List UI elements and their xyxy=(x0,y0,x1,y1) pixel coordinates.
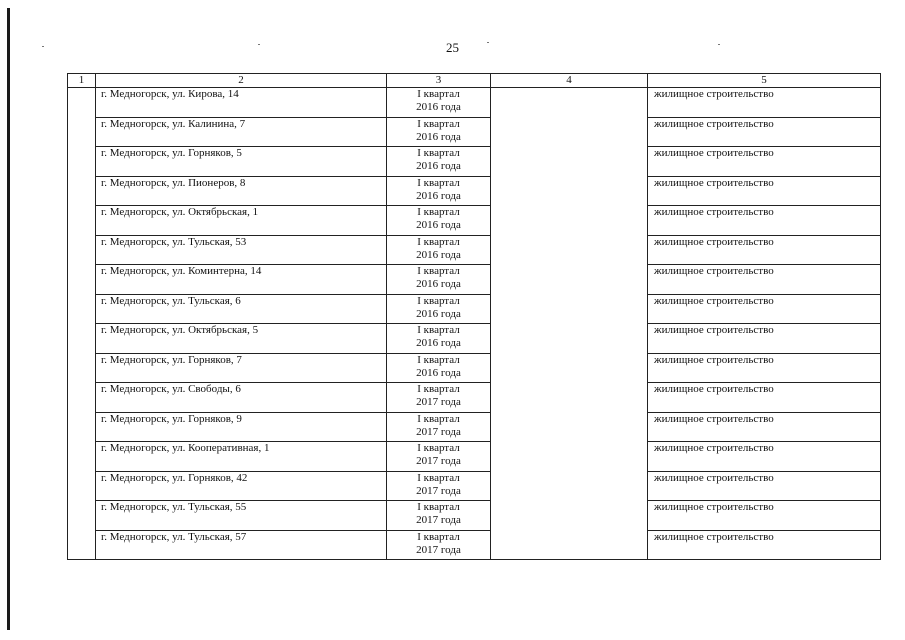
address-text: г. Медногорск, ул. Тульская, 57 xyxy=(101,530,247,543)
deadline-cell xyxy=(387,471,491,501)
address-text: г. Медногорск, ул. Пионеров, 8 xyxy=(101,176,246,189)
empty-cell xyxy=(491,530,648,560)
address-cell xyxy=(96,383,387,413)
empty-cell xyxy=(491,353,648,383)
quarter-text: I квартал xyxy=(417,353,460,366)
purpose-text: жилищное строительство xyxy=(654,265,774,277)
year-text: 2017 года xyxy=(416,396,461,408)
address-cell xyxy=(96,471,387,501)
year-text: 2016 года xyxy=(416,189,461,202)
purpose-cell xyxy=(648,117,881,147)
table-row xyxy=(68,383,881,413)
land-plots-table xyxy=(67,73,881,560)
quarter-text: I квартал xyxy=(417,265,460,277)
table-row xyxy=(68,265,881,295)
purpose-cell xyxy=(648,471,881,501)
quarter-text: I квартал xyxy=(417,235,460,248)
column-header: 3 xyxy=(387,74,491,88)
year-text: 2016 года xyxy=(416,160,461,172)
column-header: 1 xyxy=(68,74,96,88)
row-number-cell xyxy=(68,412,96,442)
purpose-cell xyxy=(648,88,881,118)
row-number-cell xyxy=(68,530,96,560)
address-text: г. Медногорск, ул. Октябрьская, 1 xyxy=(101,206,259,218)
empty-cell xyxy=(491,265,648,295)
address-cell xyxy=(96,206,387,236)
address-cell xyxy=(96,294,387,324)
deadline-cell xyxy=(387,353,491,383)
purpose-cell xyxy=(648,235,881,265)
empty-cell xyxy=(491,117,648,147)
year-text: 2017 года xyxy=(416,425,461,438)
deadline-cell xyxy=(387,265,491,295)
purpose-text: жилищное строительство xyxy=(654,235,774,248)
quarter-text: I квартал xyxy=(417,294,460,307)
year-text: 2016 года xyxy=(416,248,461,261)
quarter-text: I квартал xyxy=(417,383,460,395)
year-text: 2016 года xyxy=(416,366,461,379)
deadline-cell xyxy=(387,294,491,324)
purpose-cell xyxy=(648,147,881,177)
address-cell xyxy=(96,176,387,206)
address-cell xyxy=(96,353,387,383)
address-cell xyxy=(96,501,387,531)
row-number-cell xyxy=(68,442,96,472)
year-text: 2016 года xyxy=(416,101,461,113)
address-text: г. Медногорск, ул. Свободы, 6 xyxy=(101,383,241,395)
deadline-cell xyxy=(387,442,491,472)
address-text: г. Медногорск, ул. Калинина, 7 xyxy=(101,117,246,130)
year-text: 2017 года xyxy=(416,455,461,467)
purpose-cell xyxy=(648,501,881,531)
address-text: г. Медногорск, ул. Коминтерна, 14 xyxy=(101,265,262,277)
quarter-text: I квартал xyxy=(417,530,460,543)
address-cell xyxy=(96,442,387,472)
empty-cell xyxy=(491,324,648,354)
address-text: г. Медногорск, ул. Горняков, 7 xyxy=(101,353,242,366)
purpose-cell xyxy=(648,176,881,206)
purpose-text: жилищное строительство xyxy=(654,383,774,395)
purpose-cell xyxy=(648,412,881,442)
purpose-text: жилищное строительство xyxy=(654,117,774,130)
deadline-cell xyxy=(387,235,491,265)
quarter-text: I квартал xyxy=(417,442,460,454)
row-number-cell xyxy=(68,501,96,531)
deadline-cell xyxy=(387,383,491,413)
column-header: 5 xyxy=(648,74,881,88)
year-text: 2016 года xyxy=(416,337,461,349)
purpose-cell xyxy=(648,383,881,413)
purpose-text: жилищное строительство xyxy=(654,176,774,189)
address-text: г. Медногорск, ул. Кооперативная, 1 xyxy=(101,442,270,454)
empty-cell xyxy=(491,383,648,413)
purpose-text: жилищное строительство xyxy=(654,412,774,425)
quarter-text: I квартал xyxy=(417,206,460,218)
year-text: 2016 года xyxy=(416,278,461,290)
year-text: 2016 года xyxy=(416,130,461,143)
purpose-text: жилищное строительство xyxy=(654,353,774,366)
year-text: 2017 года xyxy=(416,514,461,526)
address-text: г. Медногорск, ул. Октябрьская, 5 xyxy=(101,324,259,336)
deadline-cell xyxy=(387,117,491,147)
row-number-cell xyxy=(68,383,96,413)
purpose-text: жилищное строительство xyxy=(654,206,774,218)
table-row xyxy=(68,471,881,501)
address-text: г. Медногорск, ул. Горняков, 42 xyxy=(101,471,248,484)
deadline-cell xyxy=(387,412,491,442)
deadline-cell xyxy=(387,530,491,560)
column-header: 2 xyxy=(96,74,387,88)
row-number-cell xyxy=(68,117,96,147)
year-text: 2017 года xyxy=(416,484,461,497)
table-row xyxy=(68,88,881,118)
purpose-text: жилищное строительство xyxy=(654,324,774,336)
empty-cell xyxy=(491,294,648,324)
row-number-cell xyxy=(68,88,96,118)
quarter-text: I квартал xyxy=(417,471,460,484)
quarter-text: I квартал xyxy=(417,117,460,130)
address-cell xyxy=(96,117,387,147)
quarter-text: I квартал xyxy=(417,324,460,336)
empty-cell xyxy=(491,147,648,177)
empty-cell xyxy=(491,501,648,531)
address-text: г. Медногорск, ул. Кирова, 14 xyxy=(101,88,239,100)
table-row xyxy=(68,324,881,354)
purpose-text: жилищное строительство xyxy=(654,471,774,484)
address-cell xyxy=(96,88,387,118)
purpose-cell xyxy=(648,442,881,472)
table-row xyxy=(68,235,881,265)
address-cell xyxy=(96,324,387,354)
purpose-text: жилищное строительство xyxy=(654,442,774,454)
scan-edge-line xyxy=(7,8,10,630)
address-text: г. Медногорск, ул. Тульская, 6 xyxy=(101,294,241,307)
column-number-row xyxy=(68,74,881,88)
year-text: 2016 года xyxy=(416,219,461,231)
row-number-cell xyxy=(68,147,96,177)
column-header: 4 xyxy=(491,74,648,88)
address-cell xyxy=(96,530,387,560)
purpose-cell xyxy=(648,294,881,324)
purpose-cell xyxy=(648,530,881,560)
purpose-cell xyxy=(648,324,881,354)
table-row xyxy=(68,353,881,383)
page-number: 25 xyxy=(446,40,459,55)
table-row xyxy=(68,501,881,531)
empty-cell xyxy=(491,412,648,442)
empty-cell xyxy=(491,235,648,265)
quarter-text: I квартал xyxy=(417,412,460,425)
purpose-text: жилищное строительство xyxy=(654,147,774,159)
quarter-text: I квартал xyxy=(417,147,460,159)
table-row xyxy=(68,206,881,236)
row-number-cell xyxy=(68,324,96,354)
empty-cell xyxy=(491,176,648,206)
table-row xyxy=(68,117,881,147)
purpose-cell xyxy=(648,206,881,236)
deadline-cell xyxy=(387,88,491,118)
deadline-cell xyxy=(387,147,491,177)
quarter-text: I квартал xyxy=(417,88,460,100)
address-cell xyxy=(96,412,387,442)
year-text: 2017 года xyxy=(416,543,461,556)
address-cell xyxy=(96,265,387,295)
address-cell xyxy=(96,235,387,265)
table-row xyxy=(68,442,881,472)
table-row xyxy=(68,294,881,324)
address-text: г. Медногорск, ул. Горняков, 5 xyxy=(101,147,242,159)
row-number-cell xyxy=(68,265,96,295)
deadline-cell xyxy=(387,206,491,236)
purpose-cell xyxy=(648,265,881,295)
row-number-cell xyxy=(68,235,96,265)
purpose-text: жилищное строительство xyxy=(654,501,774,513)
purpose-text: жилищное строительство xyxy=(654,88,774,100)
year-text: 2016 года xyxy=(416,307,461,320)
address-text: г. Медногорск, ул. Горняков, 9 xyxy=(101,412,242,425)
row-number-cell xyxy=(68,206,96,236)
address-text: г. Медногорск, ул. Тульская, 53 xyxy=(101,235,247,248)
row-number-cell xyxy=(68,353,96,383)
address-text: г. Медногорск, ул. Тульская, 55 xyxy=(101,501,247,513)
quarter-text: I квартал xyxy=(417,176,460,189)
table-row xyxy=(68,147,881,177)
table-row xyxy=(68,530,881,560)
row-number-cell xyxy=(68,471,96,501)
address-cell xyxy=(96,147,387,177)
empty-cell xyxy=(491,88,648,118)
purpose-text: жилищное строительство xyxy=(654,530,774,543)
deadline-cell xyxy=(387,176,491,206)
empty-cell xyxy=(491,442,648,472)
deadline-cell xyxy=(387,501,491,531)
empty-cell xyxy=(491,471,648,501)
deadline-cell xyxy=(387,324,491,354)
row-number-cell xyxy=(68,176,96,206)
purpose-text: жилищное строительство xyxy=(654,294,774,307)
table-row xyxy=(68,412,881,442)
row-number-cell xyxy=(68,294,96,324)
purpose-cell xyxy=(648,353,881,383)
quarter-text: I квартал xyxy=(417,501,460,513)
empty-cell xyxy=(491,206,648,236)
table-row xyxy=(68,176,881,206)
